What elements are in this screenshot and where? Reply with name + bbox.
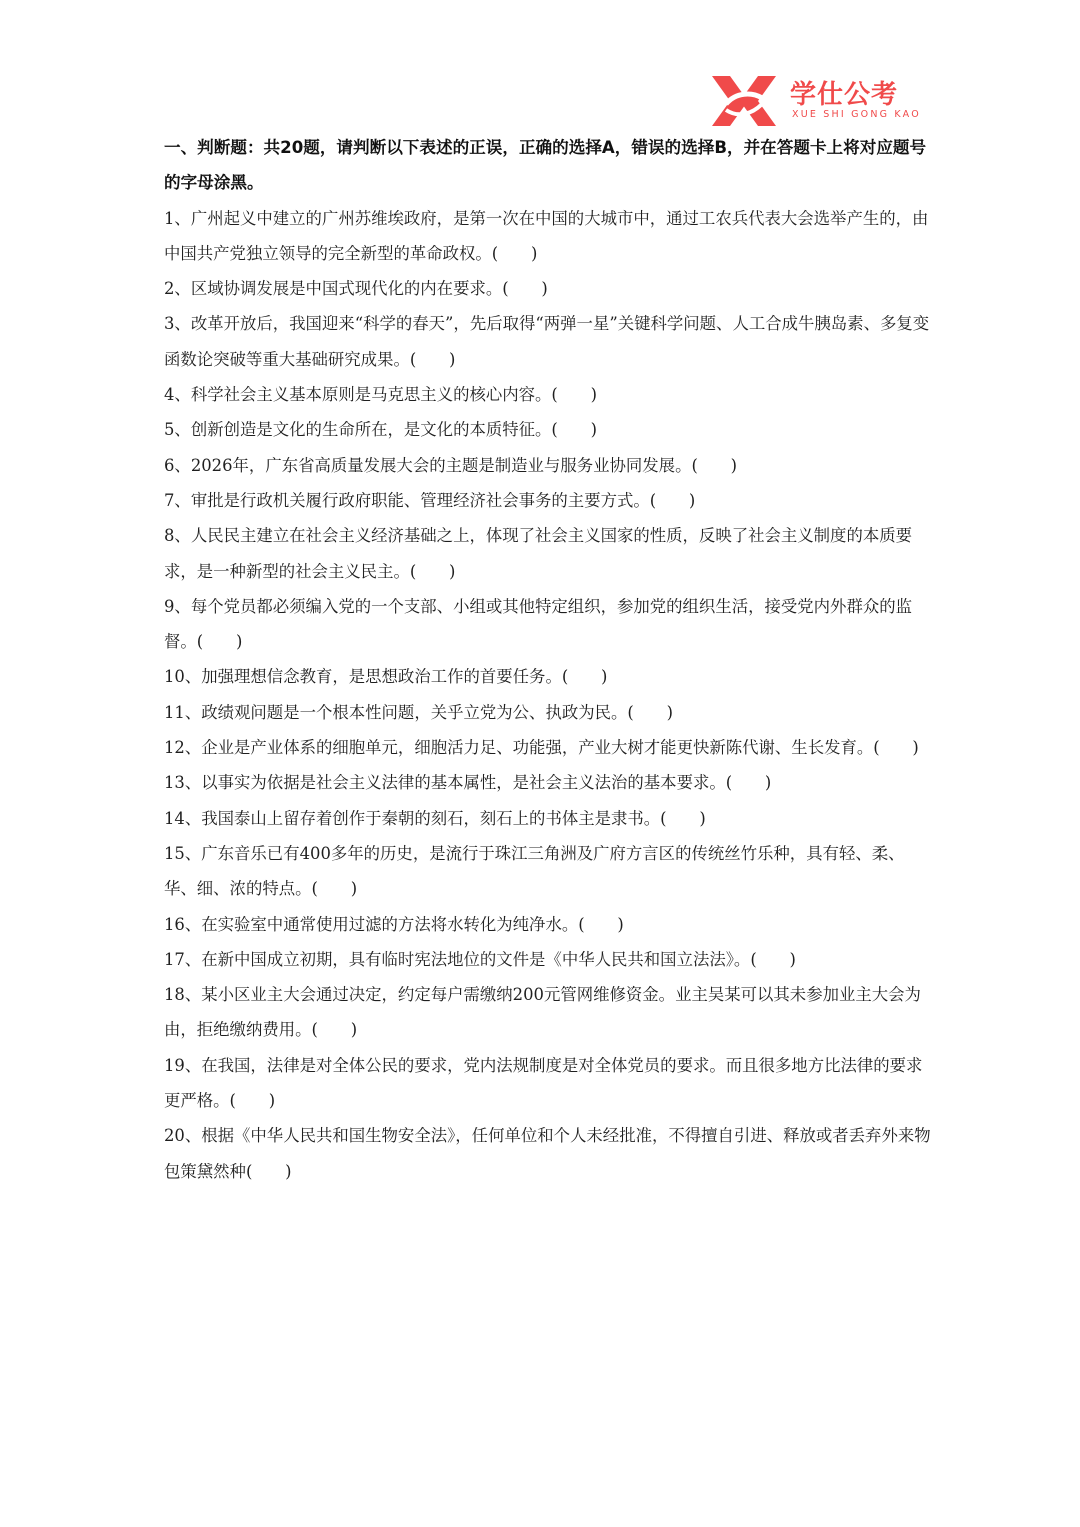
question-9: 9、每个党员都必须编入党的一个支部、小组或其他特定组织，参加党的组织生活，接受党内外群众的监督。( ) [164,596,913,652]
question-10: 10、加强理想信念教育，是思想政治工作的首要任务。( ) [164,667,608,687]
xueshi-logo-icon [708,74,780,128]
question-17: 17、在新中国成立初期，具有临时宪法地位的文件是《中华人民共和国立法法》。( ) [164,949,796,969]
question-14: 14、我国泰山上留存着创作于秦朝的刻石，刻石上的书体主是隶书。( ) [164,808,706,828]
question-1: 1、广州起义中建立的广州苏维埃政府，是第一次在中国的大城市中，通过工农兵代表大会选举产生的，由中国共产党独立领导的完全新型的革命政权。( ) [164,208,929,263]
question-11: 11、政绩观问题是一个根本性问题，关乎立党为公、执政为民。( ) [164,702,673,722]
brand-name-en: XUE SHI GONG KAO [792,109,921,120]
question-7: 7、审批是行政机关履行政府职能、管理经济社会事务的主要方式。( ) [164,490,696,510]
document-body [164,130,934,1189]
question-18: 18、某小区业主大会通过决定，约定每户需缴纳200元管网维修资金。业主吴某可以其未参加业主大会为由，拒绝缴纳费用。( ) [164,985,921,1040]
question-13: 13、以事实为依据是社会主义法律的基本属性，是社会主义法治的基本要求。( ) [164,773,772,793]
question-19: 19、在我国，法律是对全体公民的要求，党内法规制度是对全体党员的要求。而且很多地方比法律的要求更严格。( ) [164,1055,923,1111]
question-6: 6、2026年，广东省高质量发展大会的主题是制造业与服务业协同发展。( ) [164,455,738,475]
question-4: 4、科学社会主义基本原则是马克思主义的核心内容。( ) [164,385,597,405]
question-16: 16、在实验室中通常使用过滤的方法将水转化为纯净水。( ) [164,914,624,934]
question-list [164,201,934,1189]
question-8: 8、人民民主建立在社会主义经济基础之上，体现了社会主义国家的性质，反映了社会主义制度的本质要求，是一种新型的社会主义民主。( ) [164,526,913,581]
question-2: 2、区域协调发展是中国式现代化的内在要求。( ) [164,279,548,299]
question-12: 12、企业是产业体系的细胞单元，细胞活力足、功能强，产业大树才能更快新陈代谢、生长发育。( ) [164,738,919,758]
brand-logo [708,74,928,130]
brand-name-cn: 学仕公考 [790,80,899,110]
question-20: 20、根据《中华人民共和国生物安全法》，任何单位和个人未经批准，不得擅自引进、释放或者丢弃外来物包策黛然种( ) [164,1126,931,1181]
section-heading: 一、判断题：共20题，请判断以下表述的正误，正确的选择A，错误的选择B，并在答题卡上将对应题号的字母涂黑。 [164,138,927,193]
question-3: 3、改革开放后，我国迎来“科学的春天”，先后取得“两弹一星”关键科学问题、人工合成牛胰岛素、多复变函数论突破等重大基础研究成果。( ) [164,314,930,369]
question-15: 15、广东音乐已有400多年的历史，是流行于珠江三角洲及广府方言区的传统丝竹乐种，具有轻、柔、华、细、浓的特点。( ) [164,843,905,899]
question-5: 5、创新创造是文化的生命所在，是文化的本质特征。( ) [164,420,597,440]
